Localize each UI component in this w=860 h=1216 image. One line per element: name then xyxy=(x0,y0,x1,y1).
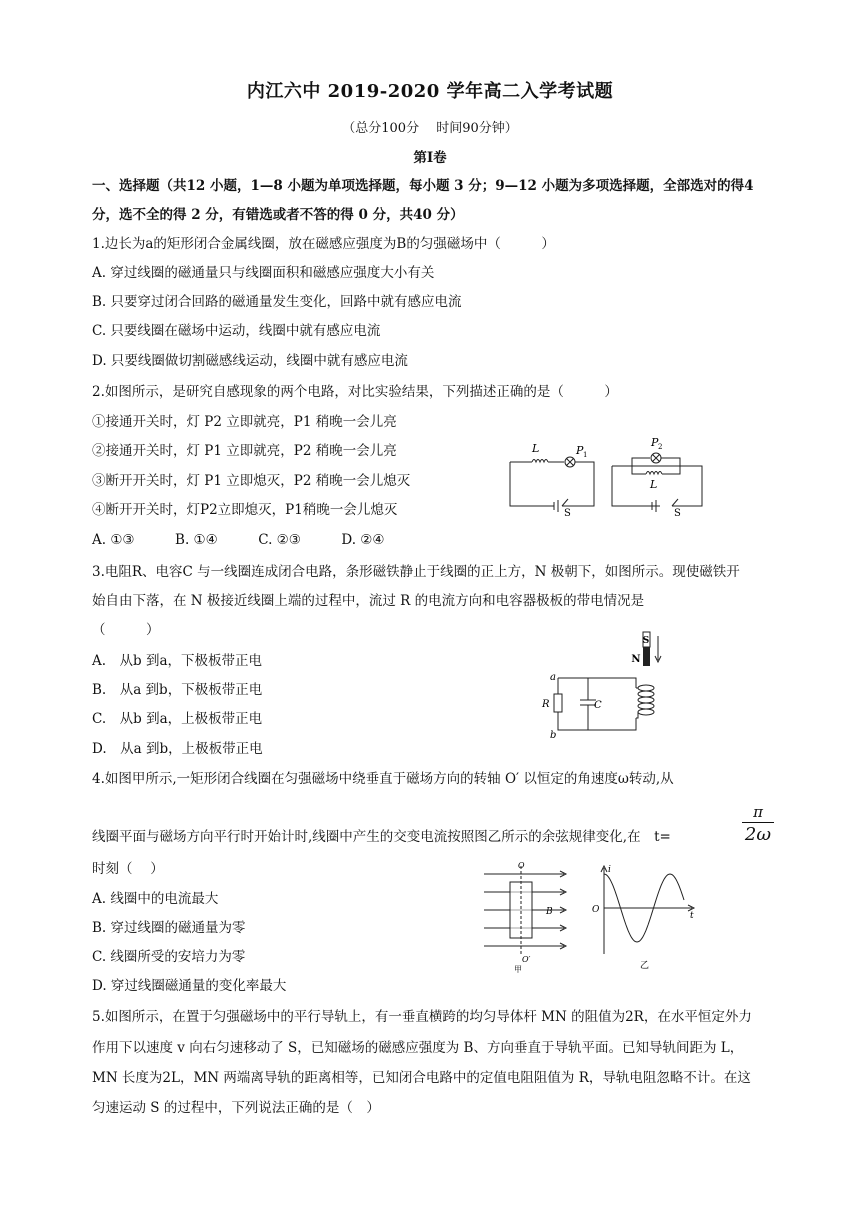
q5-stem-line1: 5.如图所示，在置于匀强磁场中的平行导轨上，有一垂直横跨的均匀导体杆 MN 的阻值为2R，在水平恒定外力 xyxy=(92,1009,752,1025)
q4-stem-line1: 4.如图甲所示,一矩形闭合线圈在匀强磁场中绕垂直于磁场方向的转轴 O′ 以恒定的角速度ω转动,从 xyxy=(92,771,674,787)
q4-fraction-denominator: 2ω xyxy=(744,824,772,845)
q5-stem-line3: MN 长度为2L，MN 两端离导轨的距离相等，已知闭合电路中的定值电阻阻值为 R，导轨电阻忽略不计。在这 xyxy=(92,1070,751,1086)
q4-label-i: i xyxy=(608,865,611,875)
q1-option-d: D. 只要线圈做切割磁感线运动，线圈中就有感应电流 xyxy=(92,353,408,369)
q4-label-O-prime: O′ xyxy=(522,955,531,964)
q2-circuit-left xyxy=(510,457,594,512)
q3-label-C: C xyxy=(594,700,602,711)
q4-label-yi: 乙 xyxy=(640,961,650,971)
exam-subtitle: （总分100分 时间90分钟） xyxy=(342,121,518,136)
q2-statement-2: ②接通开关时，灯 P1 立即就亮，P2 稍晚一会儿亮 xyxy=(92,443,397,459)
q4-stem-line2: 线圈平面与磁场方向平行时开始计时,线圈中产生的交变电流按照图乙所示的余弦规律变化,在 t= xyxy=(92,829,671,845)
q4-label-O-axis: O xyxy=(592,905,600,915)
section-instructions-line2: 分，选不全的得 2 分，有错选或者不答的得 0 分，共40 分） xyxy=(92,207,464,223)
q2-stem: 2.如图所示，是研究自感现象的两个电路，对比实验结果，下列描述正确的是（ ） xyxy=(92,384,618,400)
q2-label-P2-sub: 2 xyxy=(658,443,663,451)
q2-options: A. ①③ B. ①④ C. ②③ D. ②④ xyxy=(92,532,385,548)
q3-option-c: C. 从b 到a，上极板带正电 xyxy=(92,711,263,727)
q3-label-a: a xyxy=(550,672,556,683)
q2-circuit-figure xyxy=(502,436,712,522)
q2-label-S1: S xyxy=(564,508,571,518)
volume-heading: 第Ⅰ卷 xyxy=(413,150,447,166)
q3-label-R: R xyxy=(542,699,550,710)
q4-option-b: B. 穿过线圈的磁通量为零 xyxy=(92,920,246,936)
q4-field-diagram xyxy=(484,866,566,954)
q5-stem-line4: 匀速运动 S 的过程中，下列说法正确的是（ ） xyxy=(92,1100,380,1116)
q2-label-L2: L xyxy=(650,478,658,491)
q4-current-graph xyxy=(601,866,694,954)
q4-time-fraction xyxy=(742,802,774,847)
q3-label-S: S xyxy=(642,636,650,646)
q2-label-P2: P xyxy=(651,436,659,449)
q2-statement-4: ④断开开关时，灯P2立即熄灭，P1稍晚一会儿熄灭 xyxy=(92,502,398,518)
q3-label-N: N xyxy=(631,654,641,665)
q4-label-B: B xyxy=(546,907,553,917)
q1-option-b: B. 只要穿过闭合回路的磁通量发生变化，回路中就有感应电流 xyxy=(92,294,462,310)
q4-figure xyxy=(482,862,702,978)
q4-fraction-numerator: π xyxy=(742,802,774,823)
q3-stem-line1: 3.电阻R、电容C 与一线圈连成闭合电路，条形磁铁静止于线圈的正上方，N 极朝下，如图所示。现使磁铁开 xyxy=(92,564,740,580)
q4-label-O: O xyxy=(518,862,525,870)
q1-option-c: C. 只要线圈在磁场中运动，线圈中就有感应电流 xyxy=(92,323,381,339)
q4-option-c: C. 线圈所受的安培力为零 xyxy=(92,949,246,965)
q4-stem-line3: 时刻（ ） xyxy=(92,861,164,877)
q3-label-b: b xyxy=(550,730,557,741)
q3-circuit-figure xyxy=(538,630,678,746)
q3-option-a: A. 从b 到a，下极板带正电 xyxy=(92,653,263,669)
q3-option-b: B. 从a 到b，下极板带正电 xyxy=(92,682,263,698)
q2-label-S2: S xyxy=(674,508,681,518)
q4-option-d: D. 穿过线圈磁通量的变化率最大 xyxy=(92,978,287,994)
q3-stem-line2: 始自由下落，在 N 极接近线圈上端的过程中，流过 R 的电流方向和电容器极板的带电情况是 xyxy=(92,593,645,609)
q5-stem-line2: 作用下以速度 v 向右匀速移动了 S，已知磁场的磁感应强度为 B、方向垂直于导轨平面。已知导轨间距为 L， xyxy=(92,1040,744,1056)
q2-label-P1-sub: 1 xyxy=(583,451,588,459)
q2-statement-1: ①接通开关时，灯 P2 立即就亮，P1 稍晚一会儿亮 xyxy=(92,414,397,430)
q2-label-L1: L xyxy=(532,442,540,455)
q4-option-a: A. 线圈中的电流最大 xyxy=(92,891,219,907)
q3-answer-paren: （ ） xyxy=(92,622,160,638)
q2-label-P1: P xyxy=(576,444,584,457)
section-instructions-line1: 一、选择题（共12 小题，1—8 小题为单项选择题，每小题 3 分；9—12 小题为多项选择题，全部选对的得4 xyxy=(92,178,754,194)
exam-title: 内江六中 2019-2020 学年高二入学考试题 xyxy=(246,81,614,102)
q4-label-t: t xyxy=(690,911,694,921)
q1-stem: 1.边长为a的矩形闭合金属线圈，放在磁感应强度为B的匀强磁场中（ ） xyxy=(92,236,555,252)
q2-statement-3: ③断开开关时，灯 P1 立即熄灭，P2 稍晚一会儿熄灭 xyxy=(92,473,411,489)
q4-label-jia: 甲 xyxy=(514,965,522,974)
q1-option-a: A. 穿过线圈的磁通量只与线圈面积和磁感应强度大小有关 xyxy=(92,265,435,281)
q3-option-d: D. 从a 到b，上极板带正电 xyxy=(92,741,263,757)
